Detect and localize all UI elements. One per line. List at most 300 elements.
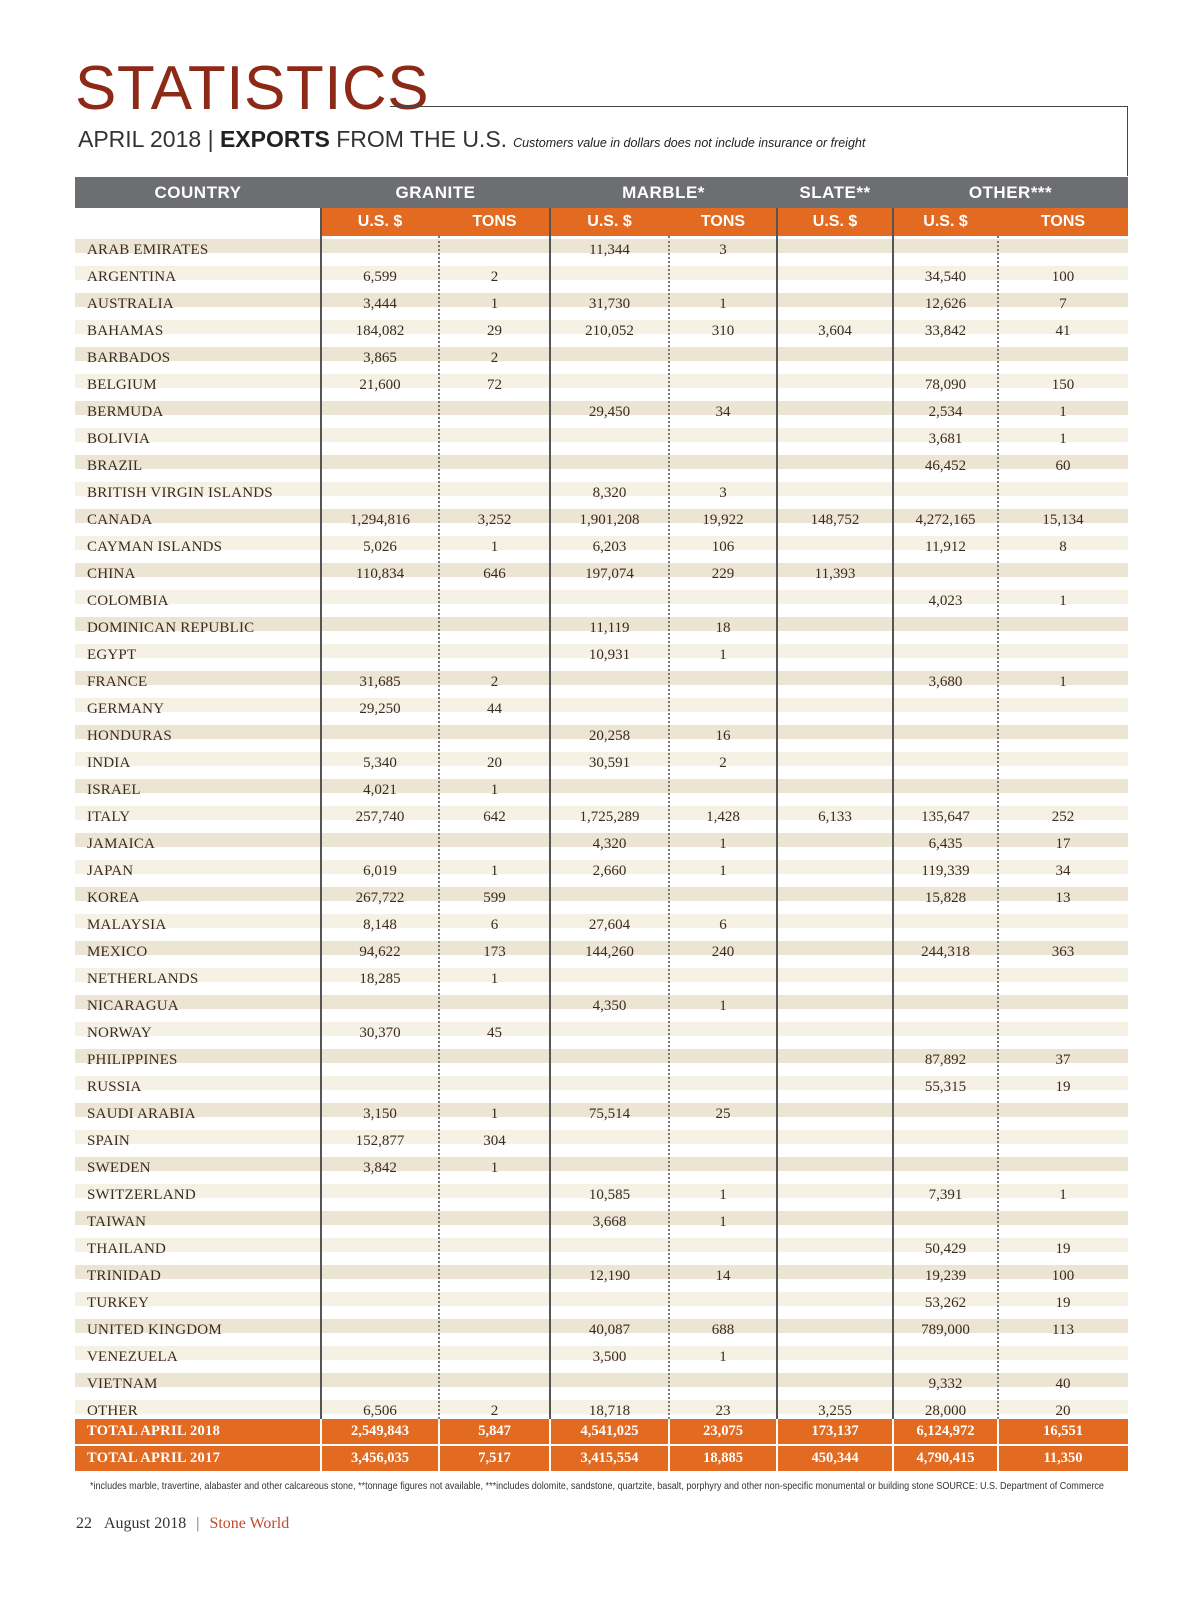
cell-marble-usd: 18,718: [588, 1403, 631, 1419]
cell-marble-usd: 2,660: [592, 863, 627, 879]
table-row: [75, 452, 1128, 480]
table-row: [75, 1154, 1128, 1182]
cell-marble-usd: [550, 1127, 669, 1155]
cell-other-tons: 60: [1055, 458, 1071, 474]
cell-slate-usd: [777, 1100, 893, 1128]
cell-other-tons: [998, 1100, 1128, 1128]
column-dotted-divider: [438, 236, 440, 1419]
cell-granite-tons: 44: [487, 701, 502, 717]
total-cell-other-usd: 4,790,415: [916, 1450, 975, 1466]
cell-slate-usd: 11,393: [814, 566, 856, 582]
cell-granite-usd: 8,148: [363, 917, 397, 933]
subtitle: [78, 126, 865, 153]
total-cell-divider: [438, 1419, 440, 1444]
cell-country: CHINA: [87, 566, 136, 582]
cell-other-tons: 19: [1055, 1295, 1071, 1311]
cell-marble-usd: 144,260: [585, 944, 634, 960]
cell-marble-usd: [550, 776, 669, 804]
cell-granite-tons: 72: [487, 377, 502, 393]
cell-granite-tons: [439, 1262, 550, 1290]
table-row: [75, 857, 1128, 885]
cell-marble-usd: 4,350: [592, 998, 627, 1014]
cell-other-usd: [893, 1127, 998, 1155]
cell-marble-tons: 1: [719, 1187, 727, 1203]
cell-marble-tons: [669, 695, 777, 723]
total-cell-marble-usd: 3,415,554: [580, 1450, 639, 1466]
cell-marble-usd: 10,931: [588, 647, 631, 663]
cell-other-usd: 12,626: [924, 296, 967, 312]
cell-granite-tons: 646: [483, 566, 506, 582]
cell-granite-usd: 152,877: [355, 1133, 405, 1149]
cell-granite-tons: 1: [490, 296, 499, 312]
cell-granite-usd: [321, 1343, 439, 1371]
cell-country: ITALY: [87, 809, 131, 825]
total-cell-slate-usd: 173,137: [811, 1423, 859, 1439]
cell-marble-tons: 3: [719, 485, 727, 501]
table-row: [75, 992, 1128, 1020]
cell-granite-usd: 94,622: [359, 944, 401, 960]
cell-marble-tons: 1: [719, 647, 727, 663]
cell-country: VENEZUELA: [87, 1349, 178, 1365]
cell-other-usd: 789,000: [921, 1322, 970, 1338]
total-cell-divider: [892, 1446, 894, 1471]
cell-marble-tons: 688: [711, 1322, 735, 1338]
cell-other-tons: [998, 344, 1128, 372]
table-row: [75, 317, 1128, 345]
table-row: [75, 1073, 1128, 1101]
table-row: [75, 479, 1128, 507]
cell-other-tons: [998, 1343, 1128, 1371]
subtitle-rest: FROM THE U.S.: [329, 126, 508, 152]
publication-name: Stone World: [209, 1515, 290, 1532]
subtitle-note: Customers value in dollars does not include insurance or freight: [513, 136, 866, 150]
total-cell-granite-usd: 2,549,843: [351, 1423, 409, 1439]
cell-marble-tons: 106: [711, 539, 735, 555]
total-cell-marble-tons: 23,075: [703, 1423, 743, 1439]
cell-marble-usd: 11,119: [589, 620, 630, 636]
cell-marble-usd: 75,514: [588, 1106, 631, 1122]
cell-granite-usd: [321, 1289, 439, 1317]
cell-other-usd: [893, 776, 998, 804]
cell-slate-usd: [777, 1154, 893, 1182]
cell-granite-tons: [439, 425, 550, 453]
cell-other-tons: 19: [1055, 1241, 1071, 1257]
cell-marble-usd: 8,320: [592, 485, 627, 501]
cell-marble-tons: 34: [715, 404, 731, 420]
cell-other-usd: 33,842: [924, 323, 967, 339]
cell-granite-tons: 2: [490, 350, 499, 366]
cell-country: INDIA: [87, 755, 131, 771]
total-cell-divider: [438, 1446, 440, 1471]
total-cell-slate-usd: 450,344: [811, 1450, 859, 1466]
cell-other-usd: [893, 992, 998, 1020]
cell-granite-tons: 6: [490, 917, 499, 933]
cell-slate-usd: [777, 884, 893, 912]
cell-granite-tons: 1: [490, 863, 499, 879]
cell-other-usd: 78,090: [924, 377, 967, 393]
table-row: [75, 1235, 1128, 1263]
cell-other-usd: 4,272,165: [915, 512, 976, 528]
cell-granite-usd: [321, 236, 439, 264]
total-cell-divider: [668, 1446, 670, 1471]
total-cell-marble-tons: 18,885: [703, 1450, 743, 1466]
header-country: COUNTRY: [154, 183, 242, 202]
cell-marble-usd: [550, 884, 669, 912]
cell-other-usd: [893, 560, 998, 588]
cell-other-usd: 135,647: [921, 809, 970, 825]
total-cell-divider: [892, 1419, 894, 1444]
cell-slate-usd: [777, 398, 893, 426]
cell-granite-tons: [439, 587, 550, 615]
cell-other-tons: 41: [1055, 323, 1071, 339]
cell-other-tons: [998, 749, 1128, 777]
total-cell-granite-tons: 5,847: [478, 1423, 511, 1439]
cell-granite-tons: [439, 614, 550, 642]
cell-marble-tons: [669, 344, 777, 372]
cell-country: ARGENTINA: [87, 269, 177, 285]
column-dotted-divider: [997, 236, 999, 1419]
table-row: [75, 614, 1128, 642]
header-other-tons: TONS: [998, 208, 1128, 236]
cell-granite-tons: [439, 1181, 550, 1209]
cell-granite-tons: [439, 1343, 550, 1371]
cell-marble-usd: 4,320: [592, 836, 627, 852]
cell-other-usd: [893, 722, 998, 750]
cell-granite-tons: 45: [487, 1025, 502, 1041]
cell-granite-usd: [321, 992, 439, 1020]
cell-granite-usd: [321, 1046, 439, 1074]
table-row: [75, 425, 1128, 453]
cell-country: BOLIVIA: [87, 431, 151, 447]
cell-other-tons: [998, 641, 1128, 669]
cell-country: KOREA: [87, 890, 140, 906]
cell-slate-usd: [777, 1181, 893, 1209]
footer-separator: |: [196, 1515, 200, 1532]
cell-slate-usd: [777, 1262, 893, 1290]
cell-marble-tons: 310: [711, 323, 735, 339]
cell-marble-usd: [550, 1289, 669, 1317]
title-rule: [390, 106, 1128, 107]
cell-marble-tons: [669, 1154, 777, 1182]
cell-granite-tons: 642: [483, 809, 506, 825]
cell-granite-tons: 304: [483, 1133, 506, 1149]
header-slate: SLATE**: [799, 183, 871, 202]
cell-country: SWITZERLAND: [87, 1187, 196, 1203]
cell-other-usd: 2,534: [928, 404, 963, 420]
table-row: [75, 1019, 1128, 1047]
cell-other-tons: [998, 236, 1128, 264]
subtitle-bold: EXPORTS: [219, 126, 330, 152]
cell-slate-usd: [777, 1316, 893, 1344]
cell-other-tons: 1: [1059, 1187, 1067, 1203]
total-cell-divider: [997, 1419, 999, 1444]
cell-other-usd: [893, 344, 998, 372]
column-divider: [892, 208, 894, 1419]
table-row: [75, 263, 1128, 291]
cell-country: RUSSIA: [87, 1079, 142, 1095]
cell-other-tons: [998, 1019, 1128, 1047]
cell-granite-tons: 29: [487, 323, 502, 339]
table-row: [75, 1343, 1128, 1371]
table-row: [75, 1100, 1128, 1128]
cell-other-tons: 40: [1055, 1376, 1071, 1392]
cell-granite-usd: 31,685: [359, 674, 401, 690]
cell-granite-tons: 1: [490, 539, 499, 555]
cell-slate-usd: [777, 1208, 893, 1236]
cell-marble-tons: 1: [719, 998, 727, 1014]
cell-slate-usd: [777, 911, 893, 939]
cell-other-tons: 100: [1051, 269, 1075, 285]
cell-marble-usd: [550, 263, 669, 291]
total-cell-marble-usd: 4,541,025: [580, 1423, 639, 1439]
cell-marble-tons: 6: [719, 917, 727, 933]
cell-granite-tons: 1: [490, 1160, 499, 1176]
table-row: [75, 1046, 1128, 1074]
cell-granite-usd: 21,600: [359, 377, 401, 393]
cell-slate-usd: [777, 830, 893, 858]
cell-other-tons: 100: [1051, 1268, 1075, 1284]
cell-country: NETHERLANDS: [87, 971, 199, 987]
cell-marble-tons: 1: [719, 1214, 727, 1230]
table-row: [75, 938, 1128, 966]
table-row: [75, 695, 1128, 723]
column-divider: [320, 208, 322, 1419]
cell-marble-tons: [669, 668, 777, 696]
total-cell-divider: [549, 1419, 551, 1444]
cell-other-usd: 11,912: [925, 539, 966, 555]
total-cell-other-tons: 16,551: [1043, 1423, 1083, 1439]
cell-marble-usd: [550, 452, 669, 480]
cell-marble-usd: [550, 1019, 669, 1047]
cell-marble-tons: 240: [711, 944, 735, 960]
table-row: [75, 371, 1128, 399]
total-cell-granite-usd: 3,456,035: [351, 1450, 409, 1466]
cell-other-usd: [893, 1208, 998, 1236]
cell-country: JAMAICA: [87, 836, 156, 852]
cell-slate-usd: [777, 479, 893, 507]
cell-marble-usd: [550, 371, 669, 399]
table-row: [75, 965, 1128, 993]
total-row: [75, 1419, 1128, 1444]
cell-other-usd: [893, 749, 998, 777]
cell-other-tons: 1: [1059, 593, 1067, 609]
cell-other-tons: 15,134: [1042, 512, 1084, 528]
cell-slate-usd: [777, 668, 893, 696]
cell-granite-usd: 257,740: [355, 809, 405, 825]
cell-other-usd: [893, 1343, 998, 1371]
cell-granite-usd: [321, 830, 439, 858]
cell-marble-usd: 40,087: [588, 1322, 631, 1338]
cell-marble-tons: 229: [711, 566, 735, 582]
cell-marble-usd: 12,190: [588, 1268, 631, 1284]
table-row: [75, 749, 1128, 777]
cell-other-usd: 244,318: [921, 944, 970, 960]
cell-other-tons: [998, 479, 1128, 507]
cell-other-usd: 15,828: [924, 890, 967, 906]
cell-slate-usd: [777, 857, 893, 885]
cell-marble-usd: 31,730: [588, 296, 631, 312]
cell-country: TURKEY: [87, 1295, 150, 1311]
group-header-row: [75, 177, 1128, 208]
cell-other-usd: 53,262: [924, 1295, 967, 1311]
cell-marble-usd: [550, 1046, 669, 1074]
cell-marble-tons: 16: [715, 728, 731, 744]
cell-marble-tons: 3: [719, 242, 727, 258]
table-row: [75, 776, 1128, 804]
cell-other-tons: 13: [1055, 890, 1071, 906]
cell-marble-usd: 6,203: [592, 539, 627, 555]
cell-granite-tons: [439, 398, 550, 426]
cell-country: BRAZIL: [87, 458, 143, 474]
column-divider: [776, 208, 778, 1419]
cell-other-tons: 7: [1059, 296, 1067, 312]
column-divider: [549, 208, 551, 1419]
cell-granite-usd: 29,250: [359, 701, 401, 717]
cell-other-tons: 37: [1055, 1052, 1071, 1068]
cell-marble-tons: [669, 452, 777, 480]
cell-country: MEXICO: [87, 944, 148, 960]
header-marble-tons: TONS: [669, 208, 777, 236]
cell-granite-usd: 4,021: [363, 782, 397, 798]
total-cell-country: TOTAL APRIL 2018: [87, 1423, 221, 1439]
header-marble: MARBLE*: [622, 183, 705, 202]
cell-granite-tons: [439, 1370, 550, 1398]
table-row: [75, 1370, 1128, 1398]
total-cell-granite-tons: 7,517: [478, 1450, 511, 1466]
cell-country: AUSTRALIA: [87, 296, 174, 312]
cell-marble-usd: [550, 1073, 669, 1101]
cell-slate-usd: [777, 425, 893, 453]
cell-other-usd: [893, 911, 998, 939]
table-row: [75, 1262, 1128, 1290]
cell-marble-tons: 1,428: [706, 809, 740, 825]
cell-granite-tons: [439, 1235, 550, 1263]
page-footer: [76, 1515, 289, 1533]
cell-other-tons: 1: [1059, 674, 1067, 690]
total-cell-divider: [776, 1419, 778, 1444]
cell-slate-usd: [777, 614, 893, 642]
cell-other-usd: 6,435: [928, 836, 963, 852]
total-cell-divider: [549, 1446, 551, 1471]
table-row: [75, 236, 1128, 264]
cell-marble-usd: 1,901,208: [579, 512, 640, 528]
cell-marble-tons: [669, 1235, 777, 1263]
cell-marble-tons: 14: [715, 1268, 731, 1284]
cell-marble-tons: 19,922: [702, 512, 744, 528]
header-slate-usd: U.S. $: [777, 208, 893, 236]
cell-country: OTHER: [87, 1403, 138, 1419]
cell-other-tons: 17: [1055, 836, 1071, 852]
cell-granite-usd: 5,026: [363, 539, 397, 555]
cell-country: JAPAN: [87, 863, 134, 879]
cell-granite-tons: 3,252: [477, 512, 512, 528]
table-row: [75, 803, 1128, 831]
cell-granite-tons: [439, 1073, 550, 1101]
cell-slate-usd: [777, 992, 893, 1020]
cell-granite-tons: 2: [490, 1403, 499, 1419]
cell-country: CANADA: [87, 512, 153, 528]
cell-granite-tons: [439, 479, 550, 507]
cell-other-tons: 1: [1059, 431, 1067, 447]
cell-marble-tons: 1: [719, 1349, 727, 1365]
cell-granite-tons: 1: [490, 1106, 499, 1122]
total-cell-country: TOTAL APRIL 2017: [87, 1450, 221, 1466]
cell-marble-tons: [669, 1073, 777, 1101]
cell-country: COLOMBIA: [87, 593, 169, 609]
cell-country: THAILAND: [87, 1241, 167, 1257]
cell-slate-usd: [777, 1343, 893, 1371]
cell-granite-tons: 2: [490, 269, 499, 285]
cell-granite-tons: [439, 641, 550, 669]
cell-granite-tons: 599: [483, 890, 506, 906]
cell-marble-tons: [669, 371, 777, 399]
cell-marble-tons: 1: [719, 296, 727, 312]
cell-granite-tons: 20: [487, 755, 502, 771]
page-number: 22: [76, 1515, 92, 1532]
cell-other-usd: [893, 695, 998, 723]
cell-granite-usd: [321, 1181, 439, 1209]
cell-marble-tons: [669, 1046, 777, 1074]
cell-slate-usd: [777, 938, 893, 966]
cell-marble-tons: 25: [715, 1106, 731, 1122]
cell-granite-tons: [439, 1316, 550, 1344]
cell-slate-usd: [777, 695, 893, 723]
cell-slate-usd: [777, 965, 893, 993]
cell-marble-usd: 30,591: [588, 755, 631, 771]
table-row: [75, 830, 1128, 858]
cell-marble-tons: 18: [715, 620, 731, 636]
cell-country: BAHAMAS: [87, 323, 164, 339]
cell-other-tons: 34: [1055, 863, 1071, 879]
cell-marble-usd: 20,258: [588, 728, 631, 744]
cell-granite-usd: 3,865: [363, 350, 397, 366]
cell-marble-tons: 2: [719, 755, 727, 771]
cell-slate-usd: [777, 1235, 893, 1263]
cell-marble-usd: [550, 695, 669, 723]
cell-other-tons: 113: [1052, 1322, 1074, 1338]
cell-granite-usd: 184,082: [355, 323, 405, 339]
cell-slate-usd: [777, 1370, 893, 1398]
cell-country: BARBADOS: [87, 350, 171, 366]
cell-marble-usd: 10,585: [588, 1187, 631, 1203]
cell-granite-tons: [439, 1289, 550, 1317]
cell-slate-usd: [777, 452, 893, 480]
cell-granite-usd: 6,019: [363, 863, 397, 879]
cell-country: BERMUDA: [87, 404, 164, 420]
cell-granite-tons: [439, 236, 550, 264]
cell-granite-usd: 3,444: [363, 296, 397, 312]
table-row: [75, 911, 1128, 939]
cell-country: CAYMAN ISLANDS: [87, 539, 223, 555]
cell-marble-usd: [550, 425, 669, 453]
cell-slate-usd: [777, 290, 893, 318]
table-row: [75, 560, 1128, 588]
cell-slate-usd: [777, 371, 893, 399]
sub-header-row: [75, 208, 1128, 236]
cell-country: NORWAY: [87, 1025, 152, 1041]
cell-granite-usd: [321, 479, 439, 507]
cell-other-tons: [998, 1154, 1128, 1182]
cell-granite-usd: [321, 1235, 439, 1263]
total-cell-other-tons: 11,350: [1043, 1450, 1083, 1466]
cell-granite-usd: 30,370: [359, 1025, 401, 1041]
cell-other-tons: [998, 911, 1128, 939]
cell-granite-tons: 1: [490, 782, 499, 798]
cell-other-usd: [893, 1019, 998, 1047]
total-cell-other-usd: 6,124,972: [916, 1423, 975, 1439]
cell-granite-tons: [439, 1208, 550, 1236]
cell-other-usd: 34,540: [924, 269, 967, 285]
